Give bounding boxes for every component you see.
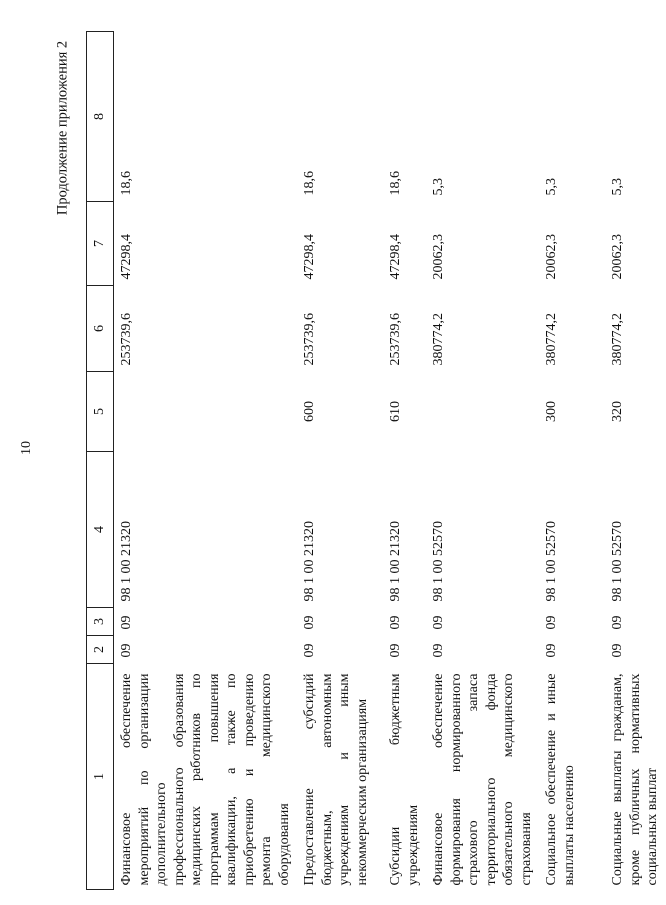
target-article-cell: 98 1 00 52570: [431, 521, 446, 602]
column-header: 3: [87, 608, 114, 636]
section-code-cell: 09: [431, 643, 446, 658]
plan-amount-cell: 253739,6: [302, 313, 317, 366]
column-header: 8: [87, 32, 114, 202]
table-header-row: [87, 32, 114, 890]
expense-type-cell: 300: [544, 401, 559, 422]
plan-amount-cell: 380774,2: [431, 313, 446, 366]
plan-amount-cell: 253739,6: [388, 313, 403, 366]
table-row: [539, 32, 605, 890]
column-header: 1: [87, 664, 114, 890]
subsection-code-cell: 09: [388, 615, 403, 630]
expense-name-cell: Предоставление субсидий бюджетным, автономным учреждениям и иным некоммерческим организациям: [302, 673, 370, 886]
expense-name-cell: Финансовое обеспечение мероприятий по организации дополнительного профессионального образования медицинских работников по программам повышения квалификации, а также по приобретению и проведению ремонта медицинского оборудования: [119, 673, 292, 886]
execution-percent-cell: 5,3: [544, 178, 559, 196]
expense-type-cell: [426, 372, 539, 452]
expense-name-cell: Социальные выплаты гражданам, кроме публичных нормативных социальных выплат: [610, 673, 660, 886]
target-article-cell: 98 1 00 21320: [119, 521, 134, 602]
section-code-cell: 09: [388, 643, 403, 658]
subsection-code-cell: 09: [544, 615, 559, 630]
executed-amount-cell: 47298,4: [388, 234, 403, 280]
table-row: [114, 32, 298, 890]
expense-type-cell: 320: [610, 401, 625, 422]
subsection-code-cell: 09: [119, 615, 134, 630]
execution-percent-cell: 5,3: [610, 178, 625, 196]
expense-name-cell: Финансовое обеспечение формирования нормированного страхового запаса территориального фонда обязательного медицинского страхования: [431, 673, 534, 886]
column-header: 4: [87, 452, 114, 608]
expense-name-cell: Социальное обеспечение и иные выплаты населению: [544, 673, 577, 886]
budget-table: [86, 31, 666, 890]
table-row: [605, 32, 666, 890]
executed-amount-cell: 20062,3: [431, 234, 446, 280]
executed-amount-cell: 20062,3: [610, 234, 625, 280]
appendix-continuation-note: Продолжение приложения 2: [54, 40, 71, 216]
section-code-cell: 09: [119, 643, 134, 658]
execution-percent-cell: 18,6: [388, 171, 403, 196]
subsection-code-cell: 09: [610, 615, 625, 630]
plan-amount-cell: 253739,6: [119, 313, 134, 366]
plan-amount-cell: 380774,2: [610, 313, 625, 366]
target-article-cell: 98 1 00 21320: [388, 521, 403, 602]
section-code-cell: 09: [302, 643, 317, 658]
executed-amount-cell: 47298,4: [119, 234, 134, 280]
column-header: 7: [87, 202, 114, 286]
execution-percent-cell: 18,6: [119, 171, 134, 196]
table-row: [383, 32, 426, 890]
column-header: 2: [87, 636, 114, 664]
target-article-cell: 98 1 00 52570: [544, 521, 559, 602]
page-number: 10: [19, 441, 34, 455]
rotated-table-container: [86, 32, 660, 890]
executed-amount-cell: 20062,3: [544, 234, 559, 280]
plan-amount-cell: 380774,2: [544, 313, 559, 366]
execution-percent-cell: 18,6: [302, 171, 317, 196]
expense-type-cell: 600: [302, 401, 317, 422]
table-row: [297, 32, 383, 890]
target-article-cell: 98 1 00 21320: [302, 521, 317, 602]
execution-percent-cell: 5,3: [431, 178, 446, 196]
target-article-cell: 98 1 00 52570: [610, 521, 625, 602]
column-header: 6: [87, 286, 114, 372]
section-code-cell: 09: [544, 643, 559, 658]
subsection-code-cell: 09: [431, 615, 446, 630]
expense-name-cell: Субсидии бюджетным учреждениям: [388, 673, 421, 886]
table-row: [426, 32, 539, 890]
executed-amount-cell: 47298,4: [302, 234, 317, 280]
section-code-cell: 09: [610, 643, 625, 658]
column-header: 5: [87, 372, 114, 452]
expense-type-cell: [114, 372, 298, 452]
subsection-code-cell: 09: [302, 615, 317, 630]
expense-type-cell: 610: [388, 401, 403, 422]
